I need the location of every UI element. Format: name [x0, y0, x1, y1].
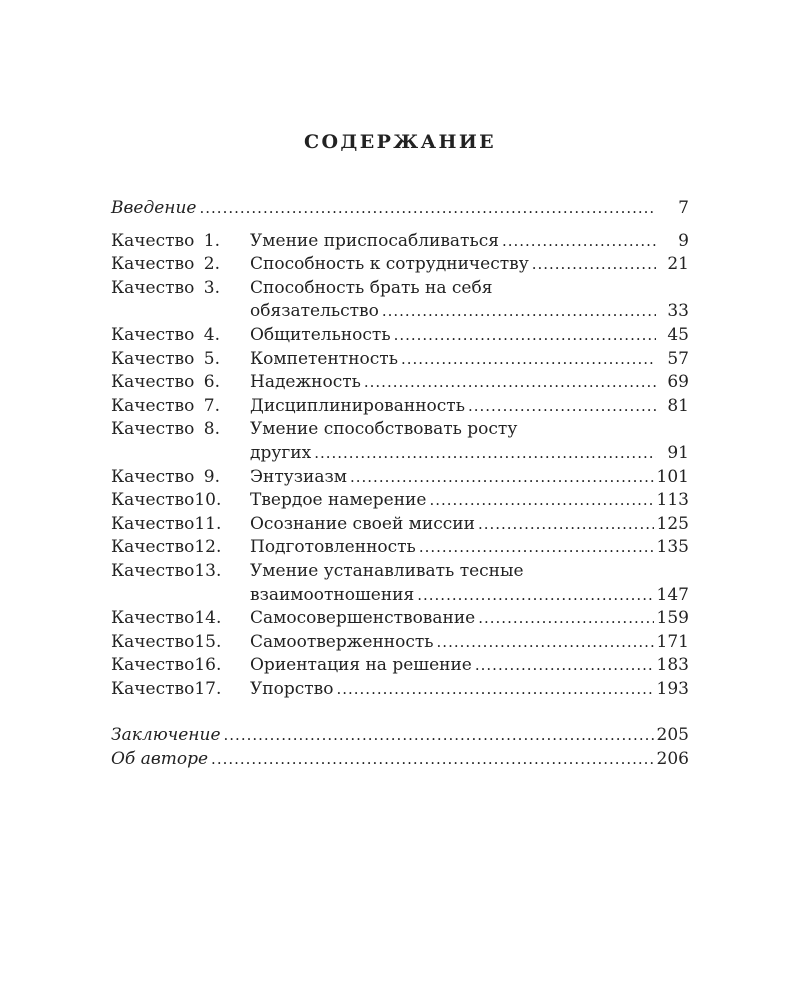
toc-intro-row[interactable]	[111, 197, 689, 221]
quality-number: 5.	[203, 348, 220, 369]
toc-quality-row[interactable]	[111, 678, 689, 702]
quality-page: 125	[656, 513, 689, 534]
leader-dots	[468, 395, 656, 419]
toc-about-row[interactable]	[111, 748, 689, 772]
toc-quality-row[interactable]	[111, 607, 689, 631]
leader-dots	[314, 442, 656, 466]
toc-conclusion-label: Заключение	[111, 725, 221, 746]
quality-number-label	[111, 678, 235, 702]
leader-dots	[532, 253, 656, 277]
quality-prefix: Качество	[111, 537, 195, 558]
quality-page: 113	[656, 490, 689, 511]
quality-prefix: Качество	[111, 254, 195, 275]
quality-number-label	[111, 418, 235, 442]
table-of-contents	[111, 197, 689, 772]
quality-prefix: Качество	[111, 419, 195, 440]
toc-quality-row[interactable]	[111, 584, 689, 608]
toc-quality-row[interactable]	[111, 442, 689, 466]
quality-prefix: Качество	[111, 608, 195, 629]
quality-number: 12.	[194, 537, 222, 558]
leader-dots	[336, 678, 653, 702]
quality-title: Энтузиазм	[250, 466, 347, 487]
leader-dots	[502, 230, 656, 254]
quality-page: 45	[667, 324, 689, 345]
quality-title: Общительность	[250, 324, 391, 345]
toc-conclusion-page: 205	[656, 725, 689, 746]
quality-number-label	[111, 489, 235, 513]
leader-dots	[437, 631, 654, 655]
quality-title: Дисциплинированность	[250, 395, 465, 416]
quality-title: Умение способствовать росту	[250, 419, 518, 440]
quality-number: 10.	[194, 490, 222, 511]
toc-quality-row[interactable]	[111, 536, 689, 560]
quality-page: 183	[656, 655, 689, 676]
quality-title: Твердое намерение	[250, 490, 427, 511]
quality-title: Самоотверженность	[250, 631, 434, 652]
toc-quality-row[interactable]	[111, 418, 689, 442]
quality-number-label	[111, 253, 235, 277]
quality-number: 7.	[203, 395, 220, 416]
toc-about-label: Об авторе	[111, 749, 209, 770]
quality-prefix: Качество	[111, 324, 195, 345]
quality-prefix: Качество	[111, 678, 195, 699]
quality-title: Упорство	[250, 678, 334, 699]
quality-page: 33	[667, 301, 689, 322]
leader-dots	[394, 324, 656, 348]
quality-number: 14.	[194, 608, 222, 629]
quality-prefix: Качество	[111, 395, 195, 416]
quality-page: 135	[656, 537, 689, 558]
quality-prefix: Качество	[111, 230, 195, 251]
quality-page: 159	[656, 608, 689, 629]
leader-dots	[350, 466, 654, 490]
toc-quality-row[interactable]	[111, 395, 689, 419]
quality-title: Подготовленность	[250, 537, 416, 558]
toc-conclusion-row[interactable]	[111, 724, 689, 748]
quality-number-label	[111, 560, 235, 584]
quality-title: Способность к сотрудничеству	[250, 254, 529, 275]
leader-dots	[475, 654, 654, 678]
leader-dots	[478, 513, 654, 537]
toc-quality-row[interactable]	[111, 300, 689, 324]
toc-quality-row[interactable]	[111, 277, 689, 301]
toc-quality-row[interactable]	[111, 654, 689, 678]
quality-prefix: Качество	[111, 631, 195, 652]
quality-prefix: Качество	[111, 466, 195, 487]
quality-number-label	[111, 466, 235, 490]
toc-quality-row[interactable]	[111, 371, 689, 395]
quality-prefix: Качество	[111, 277, 195, 298]
toc-quality-row[interactable]	[111, 489, 689, 513]
quality-page: 57	[667, 348, 689, 369]
toc-qualities-list	[111, 230, 689, 702]
quality-prefix: Качество	[111, 560, 195, 581]
toc-intro-page: 7	[678, 198, 689, 218]
toc-quality-row[interactable]	[111, 253, 689, 277]
quality-page: 69	[667, 372, 689, 393]
quality-number-label	[111, 230, 235, 254]
quality-page: 101	[656, 466, 689, 487]
toc-about-page: 206	[656, 749, 689, 770]
quality-number: 13.	[194, 560, 222, 581]
quality-number: 3.	[203, 277, 220, 298]
quality-page: 193	[656, 678, 689, 699]
quality-title: других	[250, 442, 312, 463]
quality-title: Осознание своей миссии	[250, 513, 475, 534]
leader-dots	[382, 300, 656, 324]
toc-quality-row[interactable]	[111, 631, 689, 655]
quality-title: обязательство	[250, 301, 379, 322]
quality-number: 8.	[203, 419, 220, 440]
quality-title: Компетентность	[250, 348, 398, 369]
toc-quality-row[interactable]	[111, 560, 689, 584]
quality-number-label	[111, 277, 235, 301]
quality-number: 17.	[194, 678, 222, 699]
quality-number: 16.	[194, 655, 222, 676]
quality-title: Самосовершенствование	[250, 608, 476, 629]
toc-quality-row[interactable]	[111, 230, 689, 254]
quality-title: взаимоотношения	[250, 584, 415, 605]
leader-dots	[417, 584, 653, 608]
quality-number: 9.	[203, 466, 220, 487]
quality-number: 2.	[203, 254, 220, 275]
leader-dots	[224, 724, 654, 748]
toc-quality-row[interactable]	[111, 324, 689, 348]
quality-prefix: Качество	[111, 490, 195, 511]
quality-title: Умение устанавливать тесные	[250, 560, 524, 581]
leader-dots	[364, 371, 656, 395]
quality-page: 91	[667, 442, 689, 463]
quality-number: 11.	[194, 513, 222, 534]
page-title: СОДЕРЖАНИЕ	[303, 131, 497, 153]
leader-dots	[429, 489, 653, 513]
quality-title: Способность брать на себя	[250, 277, 493, 298]
quality-number-label	[111, 536, 235, 560]
leader-dots	[401, 348, 656, 372]
quality-number-label	[111, 513, 235, 537]
quality-prefix: Качество	[111, 348, 195, 369]
quality-number: 6.	[203, 372, 220, 393]
quality-number: 15.	[194, 631, 222, 652]
quality-page: 171	[656, 631, 689, 652]
quality-number-label	[111, 371, 235, 395]
leader-dots	[419, 536, 654, 560]
quality-number: 1.	[203, 230, 220, 251]
quality-number-label	[111, 631, 235, 655]
quality-number-label	[111, 395, 235, 419]
leader-dots	[478, 607, 653, 631]
leader-dots	[211, 748, 654, 772]
quality-prefix: Качество	[111, 655, 195, 676]
quality-number: 4.	[203, 324, 220, 345]
quality-prefix: Качество	[111, 372, 195, 393]
quality-prefix: Качество	[111, 513, 195, 534]
quality-number-label	[111, 348, 235, 372]
quality-title: Умение приспосабливаться	[250, 230, 499, 251]
quality-title: Надежность	[250, 372, 361, 393]
quality-page: 9	[678, 230, 689, 251]
quality-number-label	[111, 607, 235, 631]
toc-quality-row[interactable]	[111, 513, 689, 537]
toc-quality-row[interactable]	[111, 466, 689, 490]
quality-number-label	[111, 324, 235, 348]
quality-page: 21	[667, 254, 689, 275]
toc-intro-label: Введение	[111, 198, 197, 218]
quality-page: 81	[667, 395, 689, 416]
quality-number-label	[111, 654, 235, 678]
toc-quality-row[interactable]	[111, 348, 689, 372]
quality-title: Ориентация на решение	[250, 655, 472, 676]
leader-dots	[200, 197, 657, 221]
quality-page: 147	[656, 584, 689, 605]
